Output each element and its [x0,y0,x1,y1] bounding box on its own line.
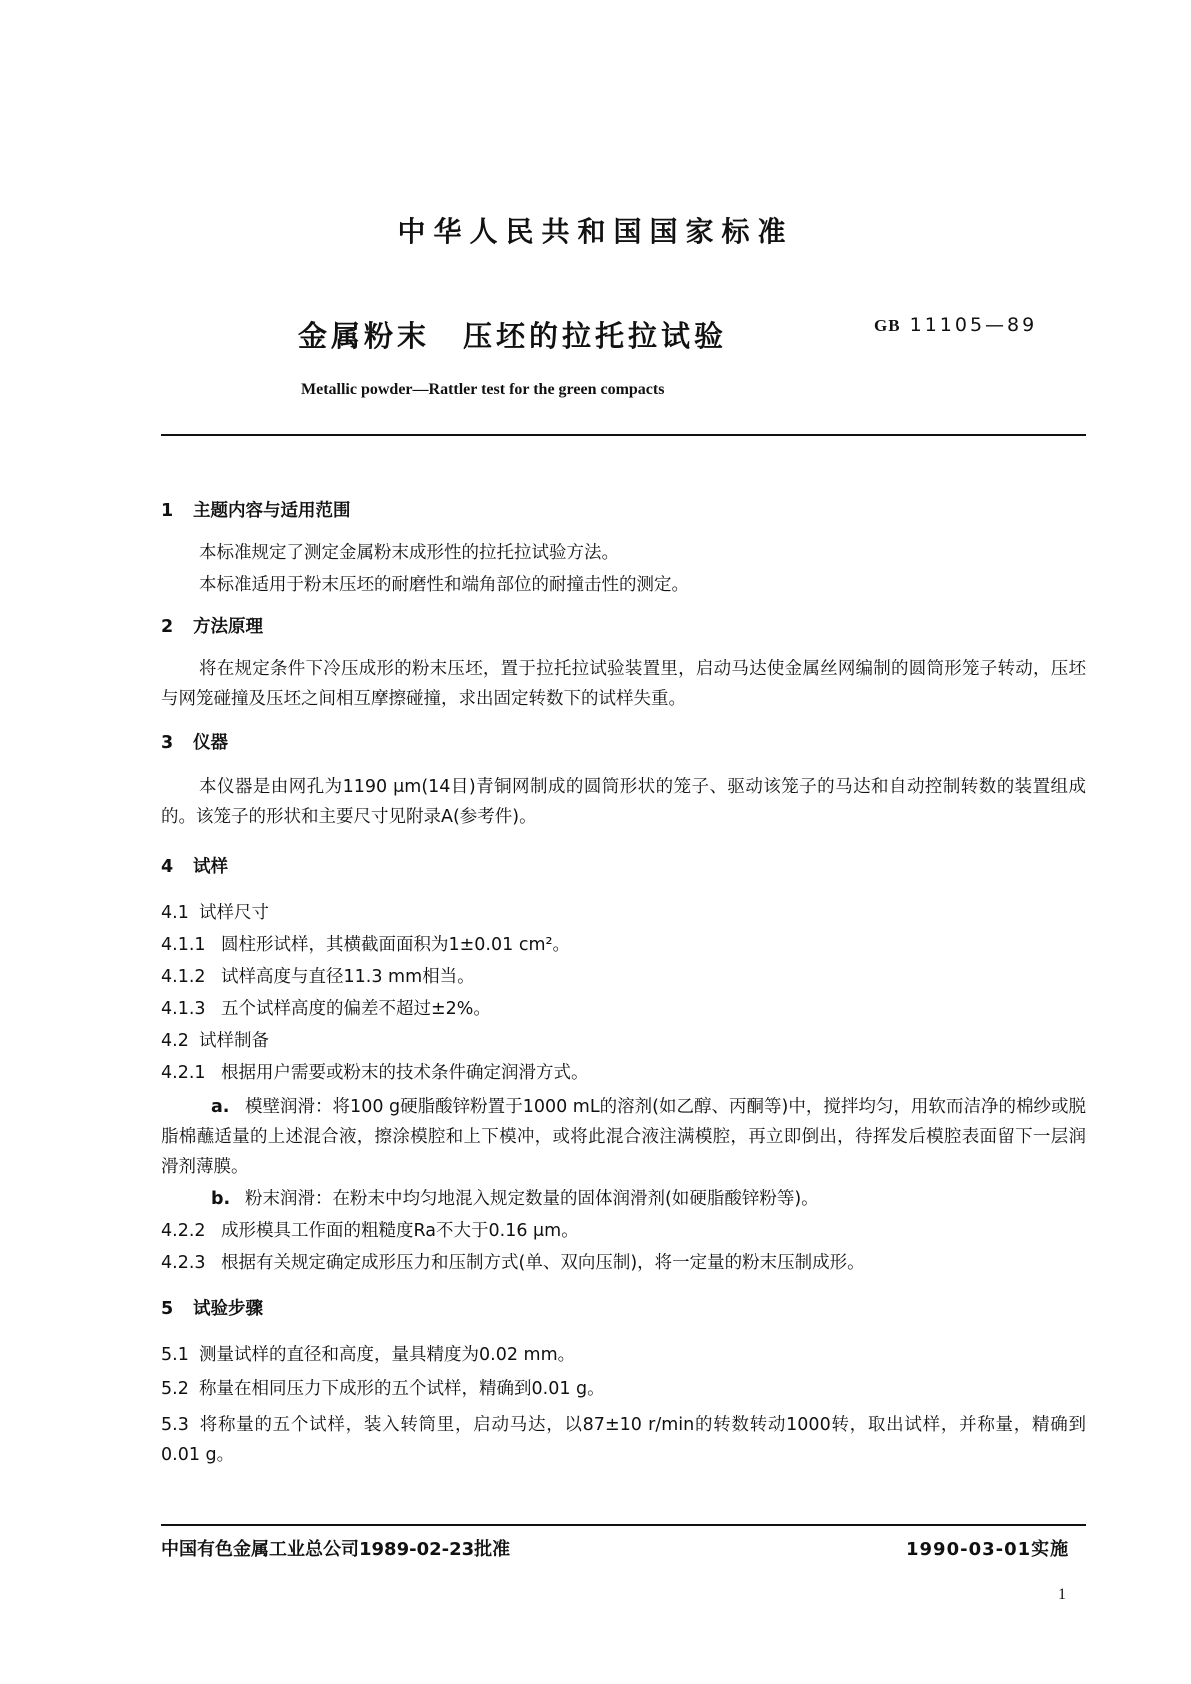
section-5-heading [161,1296,1086,1322]
clause-4-2-3: 4.2.3 根据有关规定确定成形压力和压制方式(单、双向压制)，将一定量的粉末压制成形。 [161,1253,865,1273]
paragraph: 本标准适用于粉末压坯的耐磨性和端角部位的耐撞击性的测定。 [199,575,689,595]
footer-divider [161,1524,1086,1526]
section-title: 试样 [193,857,228,877]
paragraph: 本标准规定了测定金属粉末成形性的拉托拉试验方法。 [199,543,619,563]
section-4-heading [161,854,1086,880]
document-title-en: Metallic powder—Rattler test for the green compacts [301,381,665,398]
clause-4-2-1: 4.2.1 根据用户需要或粉末的技术条件确定润滑方式。 [161,1063,589,1083]
section-number: 1 [161,501,174,521]
section-3-heading [161,730,1086,756]
clause-4-2: 4.2 试样制备 [161,1031,269,1051]
document-body [161,498,1086,1470]
section-title: 试验步骤 [193,1299,263,1319]
approval-note: 中国有色金属工业总公司1989-02-23批准 [161,1539,511,1560]
section-1-heading [161,498,1086,524]
clause-5-1: 5.1 测量试样的直径和高度，量具精度为0.02 mm。 [161,1345,576,1365]
section-number: 2 [161,617,174,637]
clause-4-2-2: 4.2.2 成形模具工作面的粗糙度Ra不大于0.16 μm。 [161,1221,579,1241]
document-title-zh: 金属粉末 压坯的拉托拉试验 [298,319,728,353]
paragraph: 将在规定条件下冷压成形的粉末压坯，置于拉托拉试验装置里，启动马达使金属丝网编制的圆筒形笼子转动，压坯与网笼碰撞及压坯之间相互摩擦碰撞，求出固定转数下的试样失重。 [161,659,1086,709]
standard-code: 11105—89 [909,314,1038,336]
clause-4-1-2: 4.1.2 试样高度与直径11.3 mm相当。 [161,967,475,987]
header-divider [161,434,1086,436]
standard-prefix: GB [874,316,901,335]
paragraph: 本仪器是由网孔为1190 μm(14目)青铜网制成的圆筒形状的笼子、驱动该笼子的马达和自动控制转数的装置组成的。该笼子的形状和主要尺寸见附录A(参考件)。 [161,777,1086,827]
section-2-heading [161,614,1086,640]
section-number: 4 [161,857,174,877]
section-number: 3 [161,733,174,753]
clause-5-3: 5.3 将称量的五个试样，装入转筒里，启动马达，以87±10 r/min的转数转动1000转，取出试样，并称量，精确到0.01 g。 [161,1415,1086,1465]
clause-4-1-1: 4.1.1 圆柱形试样，其横截面面积为1±0.01 cm²。 [161,935,571,955]
clause-4-1-3: 4.1.3 五个试样高度的偏差不超过±2%。 [161,999,491,1019]
effective-date: 1990-03-01实施 [906,1539,1070,1560]
clause-4-1: 4.1 试样尺寸 [161,903,269,923]
page-number: 1 [1058,1586,1066,1603]
list-item-a: a. 模壁润滑：将100 g硬脂酸锌粉置于1000 mL的溶剂(如乙醇、丙酮等)中，搅拌均匀，用软而洁净的棉纱或脱脂棉蘸适量的上述混合液，擦涂模腔和上下模冲，或将此混合液注满模腔，再立即倒出，待挥发后模腔表面留下一层润滑剂薄膜。 [161,1097,1086,1177]
section-title: 仪器 [193,733,228,753]
national-standard-heading: 中华人民共和国国家标准 [397,215,794,248]
clause-5-2: 5.2 称量在相同压力下成形的五个试样，精确到0.01 g。 [161,1379,605,1399]
standard-number [874,314,1037,336]
section-title: 主题内容与适用范围 [193,501,351,521]
section-number: 5 [161,1299,174,1319]
section-title: 方法原理 [193,617,263,637]
list-item-b: b. 粉末润滑：在粉末中均匀地混入规定数量的固体润滑剂(如硬脂酸锌粉等)。 [211,1189,819,1209]
